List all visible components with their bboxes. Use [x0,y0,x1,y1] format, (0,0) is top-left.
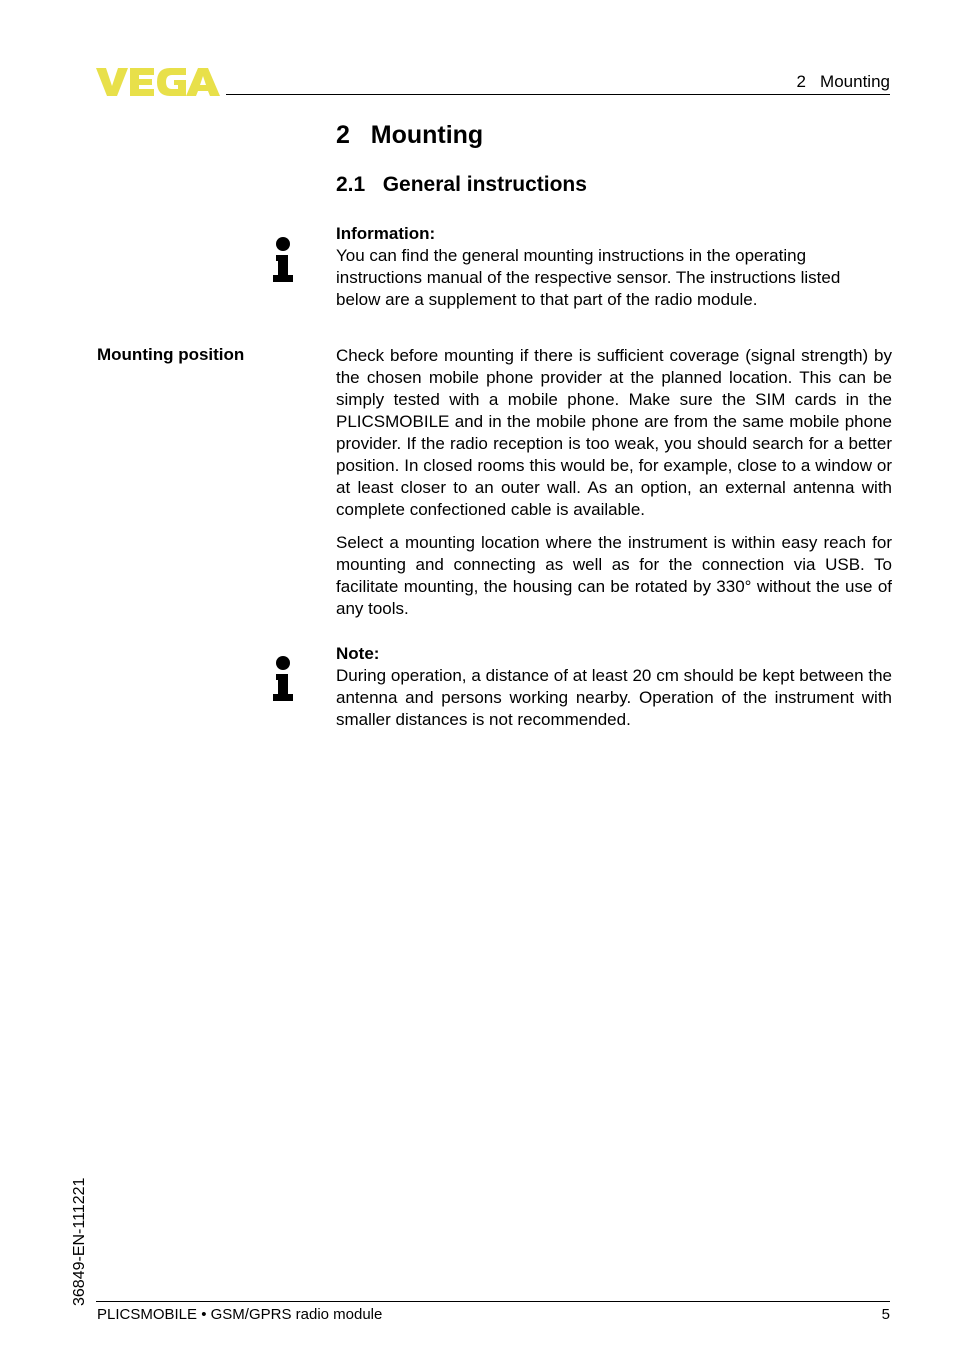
note-icon [271,656,295,702]
mounting-position-para-1: Check before mounting if there is sufficient coverage (signal strength) by the chosen mobile phone provider at the planned location. This can be simply tested with a mobile phone. Make sure the SIM cards in the PLICSMOBILE and in the mobile phone are from the same mobile phone provider. If the radio reception is too weak, you should search for a better position. In closed rooms this would be, for example, close to a window or at least closer to an outer wall. As an option, an external antenna with complete confectioned cable is available. [336,346,892,519]
note-block [336,643,892,731]
information-title: Information: [336,224,436,243]
information-block [336,223,896,311]
vega-logo [96,66,220,98]
page-number: 5 [881,1306,890,1323]
chapter-title: 2 Mounting [336,121,484,149]
footer-product: PLICSMOBILE • GSM/GPRS radio module [97,1306,383,1323]
footer-rule [96,1301,890,1302]
section-title: 2.1 General instructions [336,173,587,196]
header-rule [226,94,890,95]
mounting-position-label: Mounting position [97,345,245,364]
mounting-position-para-2: Select a mounting location where the instrument is within easy reach for mounting and connecting as well as for the connection via USB. To facilitate mounting, the housing can be rotated by 330° without the use of any tools. [336,533,892,618]
info-icon [271,237,295,283]
document-id: 36849-EN-111221 [71,1177,88,1306]
note-title: Note: [336,644,380,663]
header-section: 2 Mounting [796,72,890,91]
information-text: You can find the general mounting instructions in the operating instructions manual of the respective sensor. The instructions listed below are a supplement to that part of the radio module. [336,246,841,309]
note-text: During operation, a distance of at least 20 cm should be kept between the antenna and persons working nearby. Operation of the instrument with smaller distances is not recommended. [336,666,892,729]
